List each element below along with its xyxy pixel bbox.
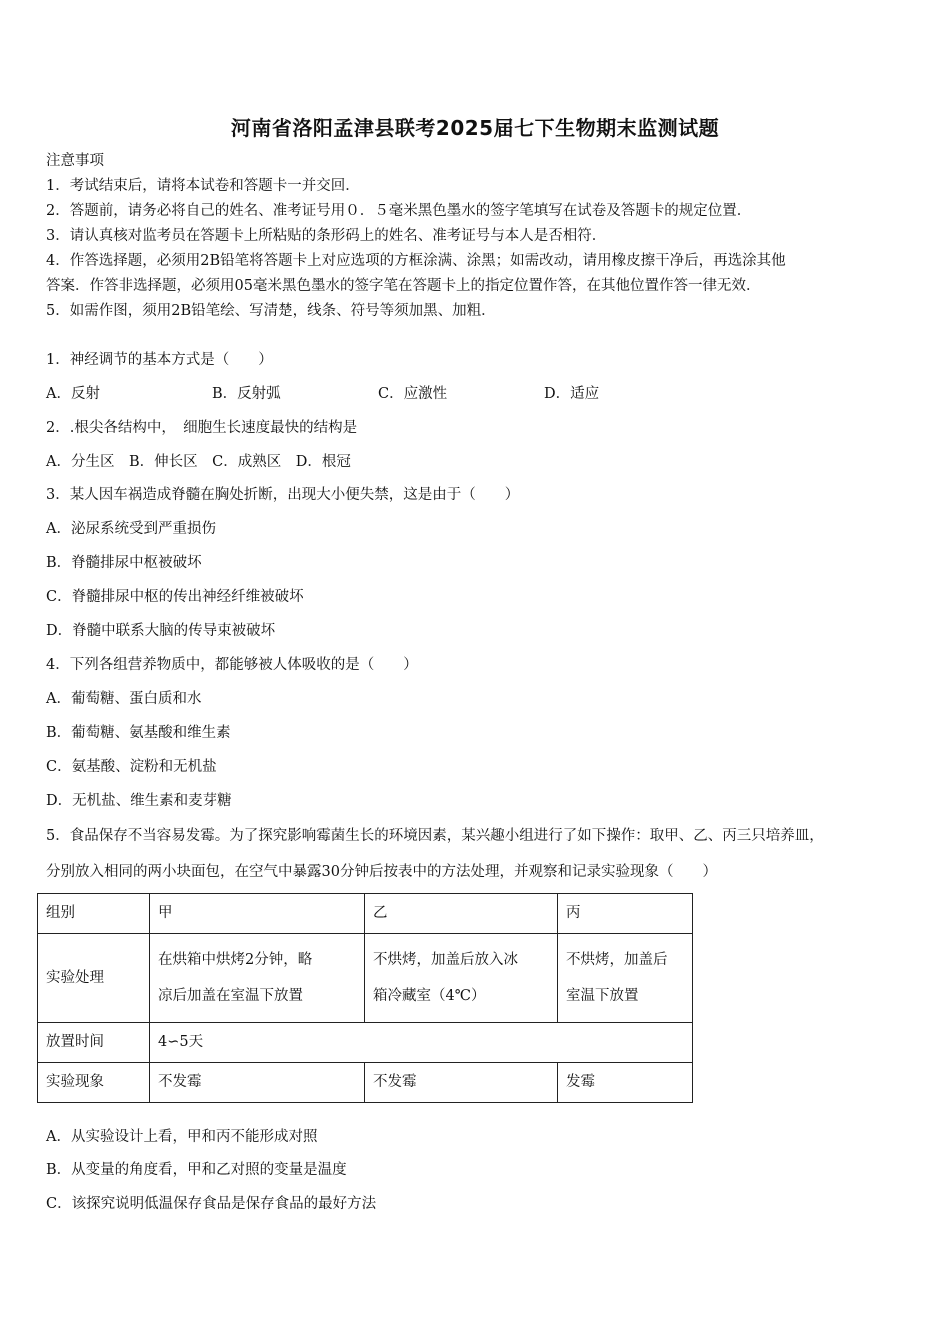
cell-line: 不烘烤，加盖后放入冰	[373, 952, 518, 968]
question-2-options: A．分生区 B．伸长区 C．成熟区 D．根冠	[46, 454, 351, 470]
notice-item: 3．请认真核对监考员在答题卡上所粘贴的条形码上的姓名、准考证号与本人是否相符．	[46, 228, 607, 244]
table-cell: 甲	[150, 894, 365, 934]
question-1-stem: 1．神经调节的基本方式是（ ）	[46, 352, 273, 368]
table-row	[38, 1023, 693, 1063]
table-cell: 放置时间	[38, 1023, 150, 1063]
table-row	[38, 894, 693, 934]
question-4-stem: 4．下列各组营养物质中，都能够被人体吸收的是（ ）	[46, 657, 418, 673]
option-b: B．反射弧	[212, 386, 281, 402]
option-d: D．脊髓中联系大脑的传导束被破坏	[46, 623, 276, 639]
table-cell: 实验现象	[38, 1063, 150, 1103]
option-c: C．氨基酸、淀粉和无机盐	[46, 759, 217, 775]
cell-line: 不烘烤，加盖后	[566, 952, 668, 968]
experiment-table	[37, 893, 693, 1103]
notice-heading: 注意事项	[46, 153, 104, 169]
notice-item: 1．考试结束后，请将本试卷和答题卡一并交回．	[46, 178, 360, 194]
cell-line: 室温下放置	[566, 988, 639, 1004]
question-2-stem: 2．.根尖各结构中， 细胞生长速度最快的结构是	[46, 420, 358, 436]
question-5-stem: 5．食品保存不当容易发霉。为了探究影响霉菌生长的环境因素，某兴趣小组进行了如下操作：取甲、乙、丙三只培养皿，	[46, 828, 824, 844]
option-c: C．该探究说明低温保存食品是保存食品的最好方法	[46, 1196, 377, 1212]
cell-line: 在烘箱中烘烤2分钟，略	[158, 952, 313, 968]
notice-item: 2．答题前，请务必将自己的姓名、准考证号用０．５毫米黑色墨水的签字笔填写在试卷及答题卡的规定位置．	[46, 203, 752, 219]
cell-line: 箱冷藏室（4℃）	[373, 988, 486, 1004]
table-cell	[150, 934, 365, 1023]
table-cell: 乙	[365, 894, 558, 934]
question-1-options	[46, 384, 710, 404]
notice-item: 4．作答选择题，必须用2B铅笔将答题卡上对应选项的方框涂满、涂黑；如需改动，请用橡皮擦干净后，再选涂其他	[46, 253, 786, 269]
option-a: A．葡萄糖、蛋白质和水	[46, 691, 202, 707]
question-5-stem-continued: 分别放入相同的两小块面包，在空气中暴露30分钟后按表中的方法处理，并观察和记录实验现象（ ）	[46, 864, 717, 880]
option-b: B．从变量的角度看，甲和乙对照的变量是温度	[46, 1162, 347, 1178]
table-cell: 组别	[38, 894, 150, 934]
option-b: B．脊髓排尿中枢被破坏	[46, 555, 202, 571]
option-c: C．应激性	[378, 386, 448, 402]
option-a: A．从实验设计上看，甲和丙不能形成对照	[46, 1129, 318, 1145]
table-cell: 发霉	[558, 1063, 693, 1103]
table-cell	[365, 934, 558, 1023]
notice-item: 5．如需作图，须用2B铅笔绘、写清楚，线条、符号等须加黑、加粗．	[46, 303, 496, 319]
table-cell: 不发霉	[365, 1063, 558, 1103]
table-row	[38, 1063, 693, 1103]
table-cell: 丙	[558, 894, 693, 934]
option-a: A．反射	[46, 386, 100, 402]
option-d: D．适应	[544, 386, 600, 402]
question-3-stem: 3．某人因车祸造成脊髓在胸处折断，出现大小便失禁，这是由于（ ）	[46, 487, 520, 503]
option-d: D．无机盐、维生素和麦芽糖	[46, 793, 232, 809]
page-title: 河南省洛阳孟津县联考2025届七下生物期末监测试题	[230, 116, 720, 140]
table-cell: 4∽5天	[150, 1023, 693, 1063]
table-cell: 实验处理	[38, 934, 150, 1023]
cell-line: 凉后加盖在室温下放置	[158, 988, 303, 1004]
option-b: B．葡萄糖、氨基酸和维生素	[46, 725, 231, 741]
option-a: A．泌尿系统受到严重损伤	[46, 521, 216, 537]
table-cell: 不发霉	[150, 1063, 365, 1103]
table-cell	[558, 934, 693, 1023]
option-c: C．脊髓排尿中枢的传出神经纤维被破坏	[46, 589, 304, 605]
table-row	[38, 934, 693, 1023]
notice-item: 答案．作答非选择题，必须用05毫米黑色墨水的签字笔在答题卡上的指定位置作答，在其他位置作答一律无效．	[46, 278, 761, 294]
